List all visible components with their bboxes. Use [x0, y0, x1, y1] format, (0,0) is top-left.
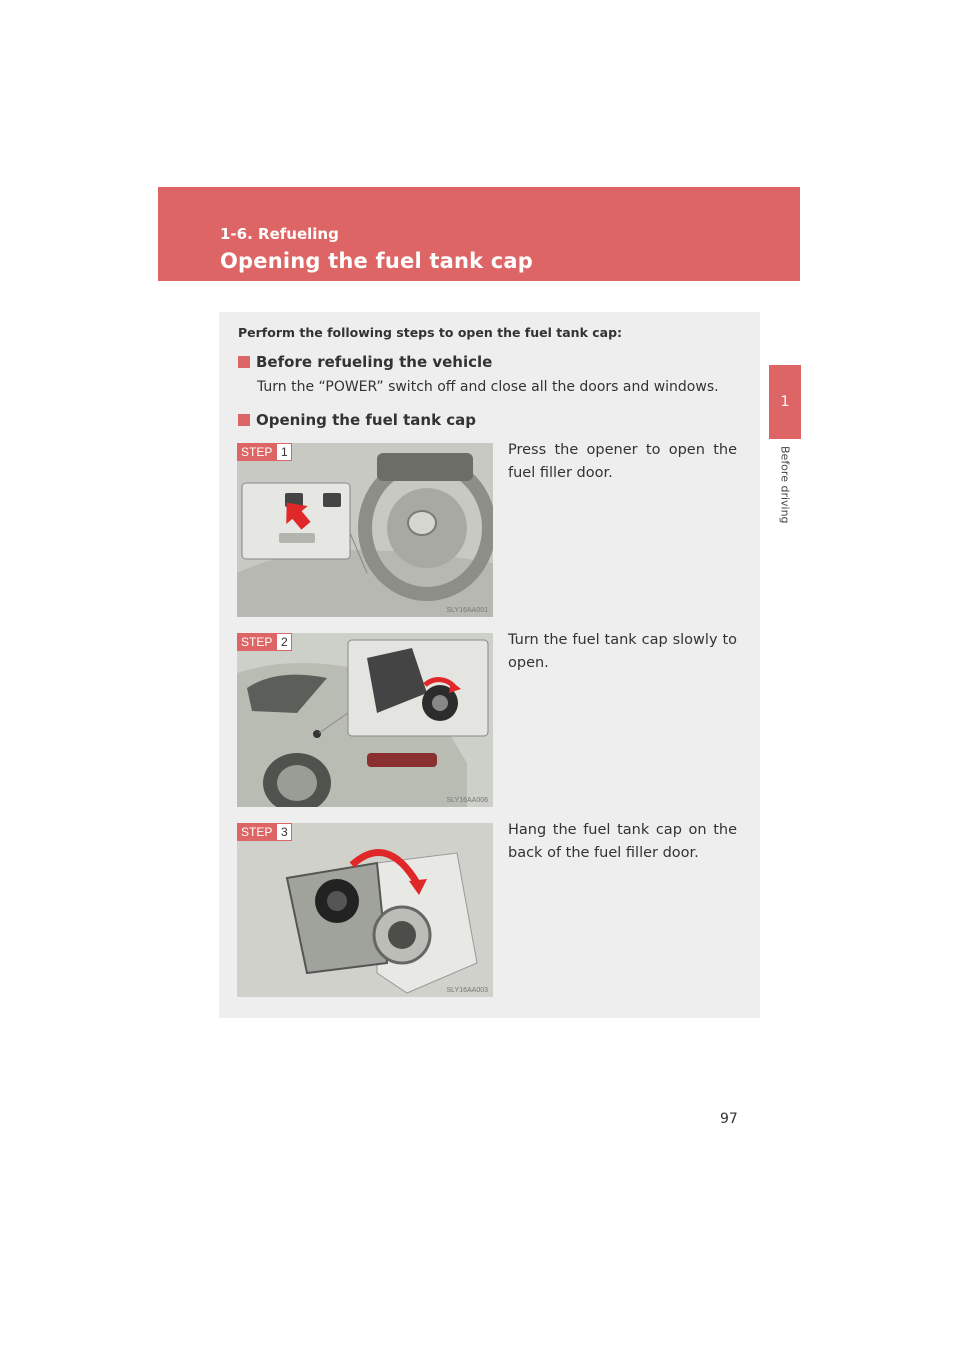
step-1-illustration: [237, 443, 493, 617]
car-fuel-door-illustration: [237, 633, 493, 807]
step-2-number: 2: [276, 633, 292, 651]
step-3-image-code: SLY16AA003: [446, 987, 488, 994]
step-1-label: STEP: [237, 443, 276, 461]
page-title: Opening the fuel tank cap: [220, 249, 534, 273]
chapter-number: 1: [780, 394, 790, 410]
cap-hanging-illustration: [237, 823, 493, 997]
step-3-label: STEP: [237, 823, 276, 841]
step-3-badge: [237, 823, 292, 841]
step-1-text: Press the opener to open the fuel filler door.: [508, 442, 737, 481]
header-band: [158, 187, 800, 281]
opening-heading-text: Opening the fuel tank cap: [256, 411, 477, 429]
bullet-square-icon: [238, 414, 250, 426]
intro-text: Perform the following steps to open the fuel tank cap:: [238, 325, 623, 340]
content-panel: [219, 312, 760, 1018]
step-2-illustration: [237, 633, 493, 807]
step-1-number: 1: [276, 443, 292, 461]
before-refueling-text: Turn the “POWER” switch off and close all the doors and windows.: [257, 379, 719, 395]
opening-heading: [238, 411, 476, 429]
page-number: 97: [720, 1111, 738, 1127]
step-2-image-code: SLY16AA006: [446, 797, 488, 804]
step-2-label: STEP: [237, 633, 276, 651]
step-1-badge: [237, 443, 292, 461]
dashboard-illustration: [237, 443, 493, 617]
step-2-badge: [237, 633, 292, 651]
step-3-illustration: [237, 823, 493, 997]
before-refueling-heading: [238, 353, 492, 371]
step-2-text: Turn the fuel tank cap slowly to open.: [508, 632, 737, 671]
before-refueling-heading-text: Before refueling the vehicle: [256, 353, 493, 371]
chapter-tab[interactable]: [769, 365, 801, 439]
step-3-text: Hang the fuel tank cap on the back of the fuel filler door.: [508, 822, 737, 861]
chapter-label: Before driving: [778, 446, 792, 524]
step-3-number: 3: [276, 823, 292, 841]
bullet-square-icon: [238, 356, 250, 368]
step-1-image-code: SLY16AA001: [446, 607, 488, 614]
section-label: 1-6. Refueling: [220, 225, 339, 243]
